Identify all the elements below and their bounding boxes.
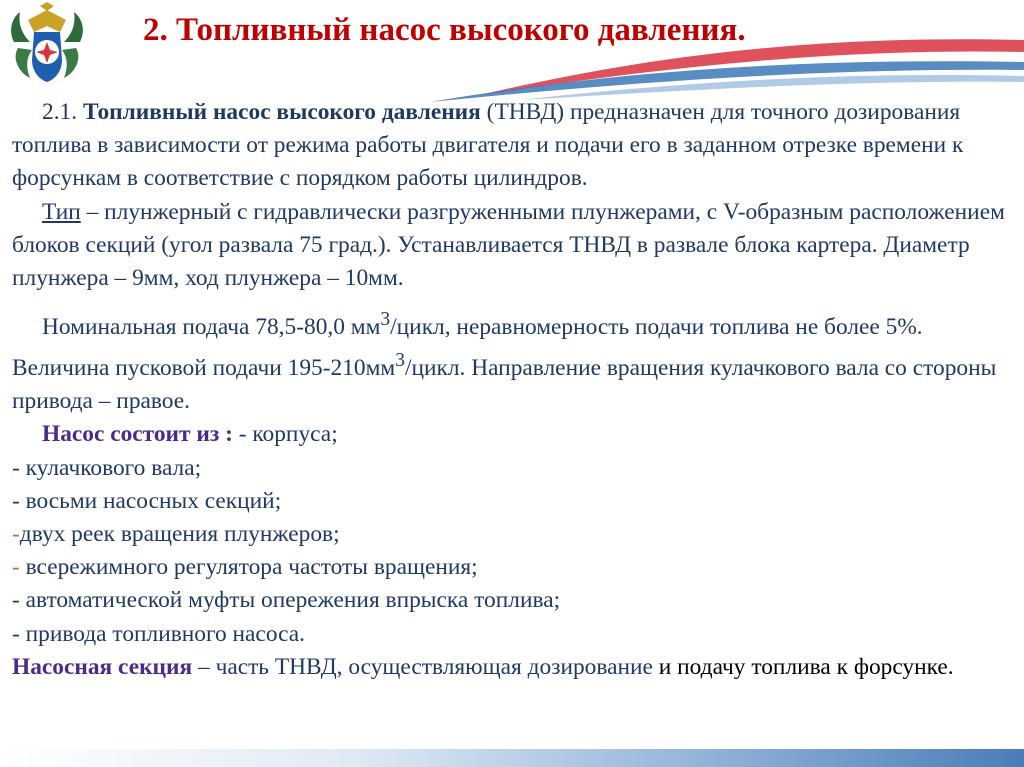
slide-title: 2. Топливный насос высокого давления.: [143, 12, 746, 48]
term-tnvd: Топливный насос высокого давления: [82, 99, 481, 125]
paragraph-purpose: [12, 96, 1007, 196]
paragraph-composition: [12, 418, 1007, 451]
pump-section-text: – часть ТНВД, осуществляющая дозирование: [192, 653, 659, 680]
list-item: - автоматической муфты опережения впрыска топлива;: [12, 587, 561, 614]
list-item-text: двух реек вращения плунжеров;: [19, 521, 340, 548]
delivery-text-2: /цикл, неравномерность подачи топлива не более 5%. Величина пусковой подачи 195-210мм: [12, 314, 923, 382]
section-number: 2.1.: [42, 99, 83, 125]
purpose-text: (ТНВД) предназначен для точного дозирования топлива в зависимости от режима работы двигателя и подачи его в заданном отрезке времени к форсункам в соответствие с порядком работы цилиндров.: [12, 99, 964, 192]
delivery-text-1: Номинальная подача 78,5-80,0 мм: [42, 314, 381, 341]
military-emblem-icon: [4, 2, 90, 88]
pump-section-text-end: и подачу топлива к форсунке.: [658, 653, 954, 680]
list-item: - привода топливного насоса.: [12, 620, 305, 647]
composition-first-item: - корпуса;: [232, 421, 338, 448]
paragraph-type: [12, 196, 1007, 296]
list-item: [12, 551, 1007, 584]
footer-gradient-bar: [0, 749, 1024, 767]
superscript-3: 3: [380, 309, 391, 331]
paragraph-pump-section: [12, 651, 1007, 684]
paragraph-delivery: [12, 303, 1007, 418]
slide-body: [12, 96, 1007, 684]
superscript-3: 3: [395, 350, 405, 372]
delivery-text-3: /цикл. Направление вращения кулачкового вала со стороны привода – правое.: [12, 355, 997, 415]
list-item: - восьми насосных секций;: [12, 487, 282, 514]
list-dash: -: [12, 554, 20, 581]
list-item-text: всережимного регулятора частоты вращения;: [19, 554, 478, 581]
list-dash: -: [12, 521, 20, 548]
type-text: – плунжерный с гидравлически разгруженными плунжерами, с V-образным расположением блоков секций (угол развала 75 град.). Устанавливается ТНВД в развале блока картера. Диаметр плунжера – 9мм, ход плунжера – 10мм.: [12, 198, 1005, 292]
list-item: [12, 518, 1007, 551]
list-item: - кулачкового вала;: [12, 454, 202, 481]
term-pump-section: Насосная секция: [12, 653, 193, 680]
composition-label: Насос состоит из :: [42, 421, 233, 448]
type-label: Тип: [42, 198, 81, 225]
